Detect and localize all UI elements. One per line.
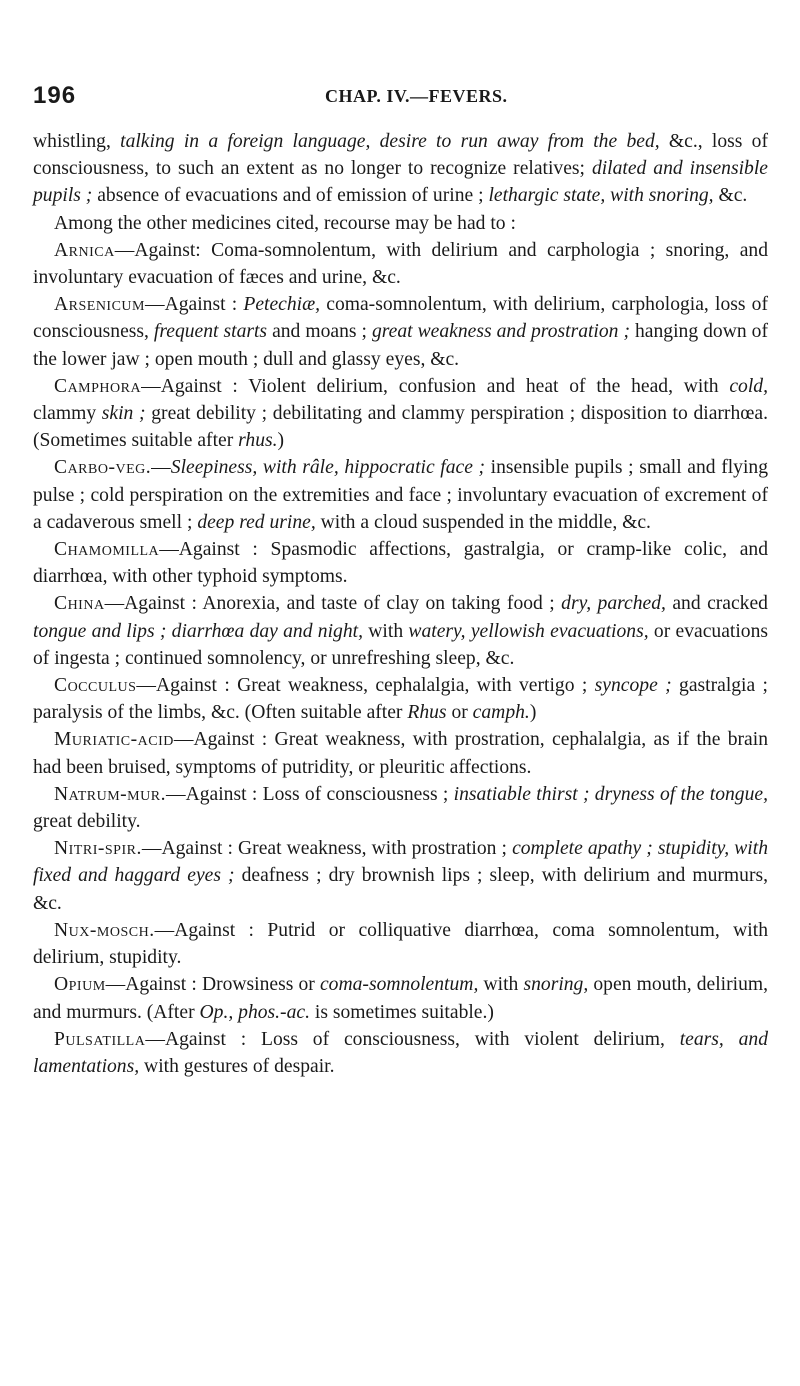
remedy-name: Muriatic-acid [54,729,174,751]
remedy-name: Nitri-spir. [54,838,142,860]
italic-text: snoring, [523,974,589,996]
italic-text: complete apathy ; stupidity, with fixed and haggard eyes ; [33,838,768,887]
page-body [33,128,768,1080]
entry-carbo-veg [33,454,768,536]
remedy-name: Chamomilla [54,539,160,561]
text-run: —Against: Coma-somnolentum, with delirium and carphologia ; snoring, and involuntary evacuation of fæces and urine, &c. [33,239,768,289]
remedy-name: Natrum-mur. [54,783,166,805]
page-number: 196 [33,82,77,109]
remedy-name: Arnica [54,239,115,261]
text-run: is sometimes suitable.) [309,1001,494,1023]
text-run: with [363,620,409,642]
italic-text: talking in a foreign language, desire to run away from the bed, [120,131,660,152]
remedy-name: Pulsatilla [54,1028,146,1050]
text-run: and cracked [665,593,768,615]
running-title: CHAP. IV.—FEVERS. [325,86,508,106]
text-run: with a cloud suspended in the middle, &c. [315,511,651,533]
remedy-name: Camphora [54,375,142,397]
text-run: and moans ; [267,321,372,343]
italic-text: coma-somnolentum, [319,974,479,996]
italic-text: Petechiæ, [243,294,321,316]
italic-text: dilated and insensible pupils ; [33,158,768,207]
entry-intro [33,210,768,237]
text-run: Among the other medicines cited, recourse may be had to : [54,212,516,234]
entry-natrum-mur [33,781,768,835]
italic-text: deep red urine, [197,511,316,533]
italic-text: frequent starts [153,321,268,343]
text-run: —Against : Loss of consciousness ; [165,783,454,805]
entry-opium [33,971,768,1025]
text-run: hanging down of the lower jaw ; open mouth ; dull and glassy eyes, &c. [33,321,768,370]
remedy-name: Nux-mosch. [54,919,155,941]
entry-pulsatilla [33,1026,768,1080]
text-run: —Against : [145,294,244,316]
italic-text: Rhus [407,702,447,724]
italic-text: dry, parched, [561,593,666,615]
italic-text: rhus. [238,430,278,452]
text-run: great debility. [33,811,141,833]
italic-text: Op., phos.-ac. [199,1001,310,1023]
text-run: or evacuations of ingesta ; continued somnolency, or unrefreshing sleep, &c. [33,620,768,669]
italic-text: lethargic state, with snoring, [488,185,714,207]
text-run: open mouth, delirium, and murmurs. (After [33,974,769,1023]
text-run: or [446,702,473,724]
text-run: clammy [33,403,102,425]
entry-chamomilla [33,536,768,590]
text-run: —Against : Drowsiness or [105,974,320,996]
text-run: &c., loss of consciousness, to such an extent as no longer to recognize relatives; [33,131,768,180]
text-run: absence of evacuations and of emission of urine ; [92,185,489,207]
text-run: deafness ; dry brownish lips ; sleep, with delirium and murmurs, &c. [33,865,768,914]
text-run: with [478,974,524,996]
italic-text: tears, and lamentations, [33,1028,768,1077]
italic-text: insatiable thirst ; dryness of the tongue, [453,783,768,805]
italic-text: watery, yellowish evacuations, [408,620,649,642]
page-header [33,82,768,118]
italic-text: cold, [729,375,768,397]
entry-camphora [33,373,768,455]
text-run: —Against : Violent delirium, confusion and heat of the head, with [141,375,730,397]
text-run: &c. [713,185,748,207]
entry-nux-mosch [33,917,768,971]
text-run: ) [277,430,285,452]
text-run: coma-somnolentum, with delirium, carphologia, loss of consciousness, [33,294,768,343]
text-run: —Against : Anorexia, and taste of clay on taking food ; [104,593,562,615]
text-run: insensible pupils ; small and flying pulse ; cold perspiration on the extremities and face ; involuntary evacuation of excrement of a cadaverous smell ; [33,457,768,533]
italic-text: syncope ; [594,675,672,697]
entry-arnica [33,237,768,291]
entry-arsenicum [33,291,768,373]
text-run: — [151,457,171,479]
entry-cocculus [33,672,768,726]
entry-nitri-spir [33,835,768,917]
italic-text: skin ; [101,403,146,425]
remedy-name: China [54,593,105,615]
text-run: whistling, [33,131,121,152]
entry-muriatic-acid [33,726,768,780]
text-run: —Against : Loss of consciousness, with violent delirium, [145,1028,680,1050]
text-run: —Against : Great weakness, cephalalgia, with vertigo ; [136,675,595,697]
text-run: —Against : Putrid or colliquative diarrhœa, coma somnolentum, with delirium, stupidity. [33,919,768,969]
remedy-name: Opium [54,974,106,996]
italic-text: Sleepiness, with râle, hippocratic face ; [170,457,486,479]
italic-text: camph. [472,702,530,724]
text-run: —Against : Spasmodic affections, gastralgia, or cramp-like colic, and diarrhœa, with other typhoid symptoms. [33,539,768,588]
remedy-name: Cocculus [54,675,137,697]
italic-text: great weakness and prostration ; [371,321,630,343]
entry-china [33,590,768,672]
text-run: —Against : Great weakness, with prostration ; [141,838,513,860]
text-run: ) [529,702,537,724]
text-run: —Against : Great weakness, with prostration, cephalalgia, as if the brain had been bruised, symptoms of putridity, or pleuritic affections. [33,729,768,778]
text-run: gastralgia ; paralysis of the limbs, &c. (Often suitable after [33,675,769,724]
remedy-name: Carbo-veg. [54,457,152,479]
remedy-name: Arsenicum [54,294,145,316]
text-run: great debility ; debilitating and clammy perspiration ; disposition to diarrhœa. (Sometimes suitable after [33,403,768,452]
italic-text: tongue and lips ; diarrhœa day and night, [33,620,363,642]
text-run: with gestures of despair. [139,1055,335,1077]
entry-continuation [33,128,768,210]
